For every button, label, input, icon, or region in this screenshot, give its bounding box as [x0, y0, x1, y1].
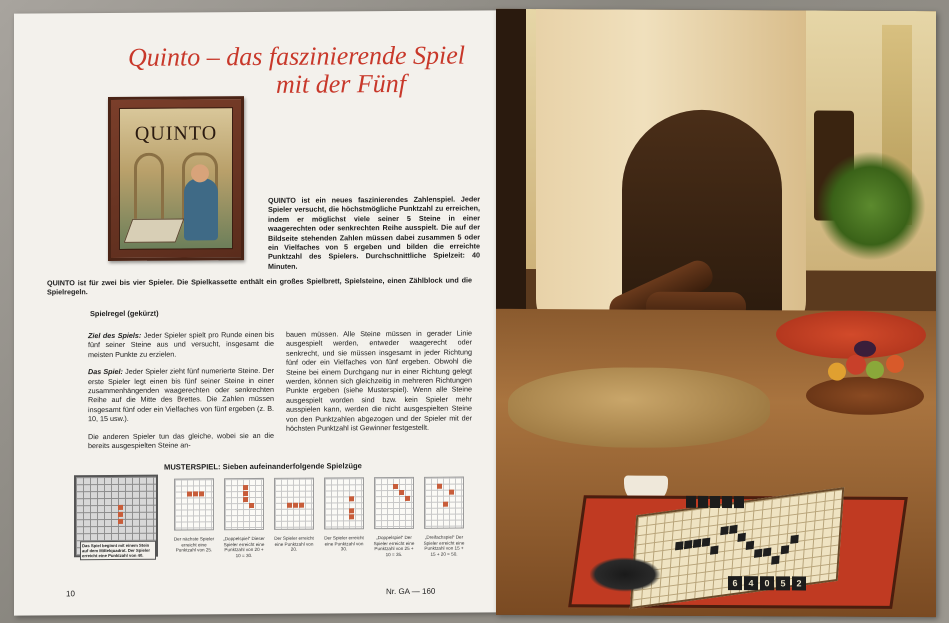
fruit — [828, 363, 846, 381]
game-tile — [710, 546, 718, 555]
intro-paragraph: QUINTO ist ein neues faszinierendes Zahlenspiel. Jeder Spieler versucht, die höchstmögliche Punktzahl zu erreichen, indem er möglichst viele seiner 5 Steine in einer waagerechten oder senkrechten Reihe ausspielt. Die auf der Bildseite stehenden Zahlen müssen dabei zusammen 5 oder ein Vielfaches von 5 ergeben und bilden die erreichte Punktzahl des Spielers. Durchschnittliche Spielzeit: 40 Minuten. — [268, 194, 480, 271]
diagram-board — [424, 477, 464, 529]
tile-mark — [118, 519, 123, 524]
diagram-board — [324, 477, 364, 529]
rules-paragraph: Die anderen Spieler tun das gleiche, wobei sie an die bereits ausgespielten Steine an- — [88, 430, 274, 451]
rules-paragraph — [88, 330, 274, 360]
game-tile — [684, 540, 692, 549]
game-tile — [781, 545, 789, 554]
left-page — [14, 10, 496, 615]
number-tile — [686, 496, 696, 508]
room-shadow — [496, 9, 526, 309]
fruit — [886, 355, 904, 373]
rules-column-1 — [88, 330, 274, 459]
page-number: 10 — [66, 589, 75, 599]
number-tile: 4 — [744, 576, 758, 590]
rules-paragraph — [88, 366, 274, 424]
game-tile — [790, 535, 798, 544]
number-tile — [734, 496, 744, 508]
number-tile: 6 — [728, 576, 742, 590]
tile-rack-front — [728, 576, 806, 590]
figure-head-shape — [191, 164, 209, 182]
page-title-line2: mit der Fünf — [276, 68, 406, 99]
tile-mark — [187, 491, 192, 496]
tile-mark — [437, 484, 442, 489]
diagram-caption: „Dreifachspiel“ Der Spieler erreicht eine Punktzahl von 15 + 15 + 20 = 50. — [423, 534, 465, 557]
tile-mark — [243, 485, 248, 490]
paragraph-lead: Ziel des Spiels: — [88, 330, 142, 341]
tile-mark — [349, 514, 354, 519]
game-tile — [737, 533, 745, 542]
right-page-photo — [496, 9, 936, 617]
diagram-board-start — [74, 475, 158, 558]
game-tile — [746, 541, 754, 550]
game-tile — [771, 555, 779, 564]
diagram-caption: Der nächste Spieler erreicht eine Punktzahl von 25. — [173, 536, 215, 553]
rules-column-2 — [286, 328, 472, 441]
diagram-caption: Der Spieler erreicht eine Punktzahl von 20. — [274, 535, 314, 552]
number-tile — [722, 496, 732, 508]
game-tile — [702, 538, 710, 547]
arch-shape — [134, 153, 164, 223]
tile-mark — [449, 490, 454, 495]
game-tile — [693, 539, 701, 548]
grapes — [854, 341, 876, 357]
figure-shape — [184, 178, 218, 240]
fruit-bowl — [806, 376, 924, 415]
game-box-title: QUINTO — [134, 122, 218, 145]
game-tile — [729, 525, 737, 534]
paragraph-text: Jeder Spieler zieht fünf numerierte Steine. Der erste Spieler legt einen bis fünf seiner Steine in einer zusammenhängenden waagerechten oder senkrechten Reihe auf die Mitte des Brettes. Die Zahlen müssen insgesamt fünf oder ein Vielfaches von fünf ergeben (z. B. 10, 15 usw.). — [88, 366, 274, 424]
paragraph-lead: Das Spiel: — [88, 367, 123, 377]
rules-heading: Spielregel (gekürzt) — [90, 308, 159, 319]
board-shape — [124, 218, 185, 242]
diagram-board — [274, 478, 314, 530]
page-title-line1: Quinto – das faszinierende Spiel — [128, 40, 466, 72]
tile-mark — [393, 484, 398, 489]
tile-mark — [293, 503, 298, 508]
tile-mark — [443, 502, 448, 507]
game-tile — [720, 526, 728, 535]
tile-mark — [243, 497, 248, 502]
tile-mark — [199, 491, 204, 496]
game-tile — [754, 549, 762, 558]
game-box-image — [108, 96, 244, 261]
diagram-caption: „Doppelspiel“ Dieser Spieler erreicht eine Punktzahl von 20 + 10 = 30. — [223, 535, 265, 558]
fruit — [846, 355, 866, 375]
diagram-caption: Der Spieler erreicht eine Punktzahl von 30. — [324, 535, 364, 552]
description-paragraph: QUINTO ist für zwei bis vier Spieler. Die Spielkassette enthält ein großes Spielbrett, Spielsteine, einen Zählblock und die Spielregeln. — [47, 275, 472, 297]
red-cushion — [776, 310, 926, 359]
sample-game-title: MUSTERSPIEL: Sieben aufeinanderfolgende Spielzüge — [164, 461, 362, 472]
page-code: Nr. GA — 160 — [386, 586, 436, 597]
number-tile: 0 — [760, 576, 774, 590]
number-tile: 5 — [776, 576, 790, 590]
game-box-artwork — [119, 107, 233, 250]
game-tile — [763, 547, 771, 556]
tile-mark — [118, 505, 123, 510]
paragraph-text: Jeder Spieler spielt pro Runde einen bis fünf seiner Steine aus und versucht, insgesamt die meisten Punkte zu erzielen. — [88, 329, 274, 359]
tile-mark — [249, 503, 254, 508]
tile-mark — [193, 491, 198, 496]
tile-mark — [118, 512, 123, 517]
diagram-board — [374, 477, 414, 529]
tile-mark — [399, 490, 404, 495]
diagram-caption: Das Spiel beginnt mit einem Stein auf dem Mittelquadrat. Der Spieler erreicht eine Punktzahl von 40. — [80, 541, 156, 561]
diagram-caption: „Doppelspiel“ Der Spieler erreicht eine Punktzahl von 25 + 10 = 35. — [373, 534, 415, 557]
sample-game-diagrams — [74, 472, 484, 571]
fern-plant — [816, 151, 926, 262]
diagram-board — [224, 478, 264, 530]
diagram-board — [174, 478, 214, 530]
tile-mark — [405, 496, 410, 501]
number-tile: 2 — [792, 576, 806, 590]
tile-mark — [349, 496, 354, 501]
number-tile — [710, 496, 720, 508]
tile-mark — [299, 503, 304, 508]
number-tile — [698, 496, 708, 508]
tile-mark — [349, 508, 354, 513]
gold-cushion — [508, 367, 770, 448]
tile-rack-back — [686, 496, 744, 508]
fruit — [866, 361, 884, 379]
tile-mark — [287, 503, 292, 508]
stone-pile — [590, 557, 660, 591]
game-tile — [675, 541, 683, 550]
tile-mark — [243, 491, 248, 496]
rules-paragraph: bauen müssen. Alle Steine müssen in gerader Linie ausgespielt werden, entweder waagerecht oder senkrecht, und sie müssen insgesamt in jeder Richtung fünf oder ein Vielfaches von fünf ergeben. Obwohl die Steine bei einem Durchgang nur in einer Richtung gelegt werden, können sich gleichzeitig in mehreren Richtungen Punkte ergeben (siehe Musterspiel). Wenn alle Steine ausgespielt worden sind bzw. kein Spieler mehr ausspielen kann, werden die nicht ausgespielten Steine von den Punktzahlen abgezogen und der Spieler mit der höchsten Punktzahl ist Gewinner festgestellt. — [286, 328, 472, 433]
